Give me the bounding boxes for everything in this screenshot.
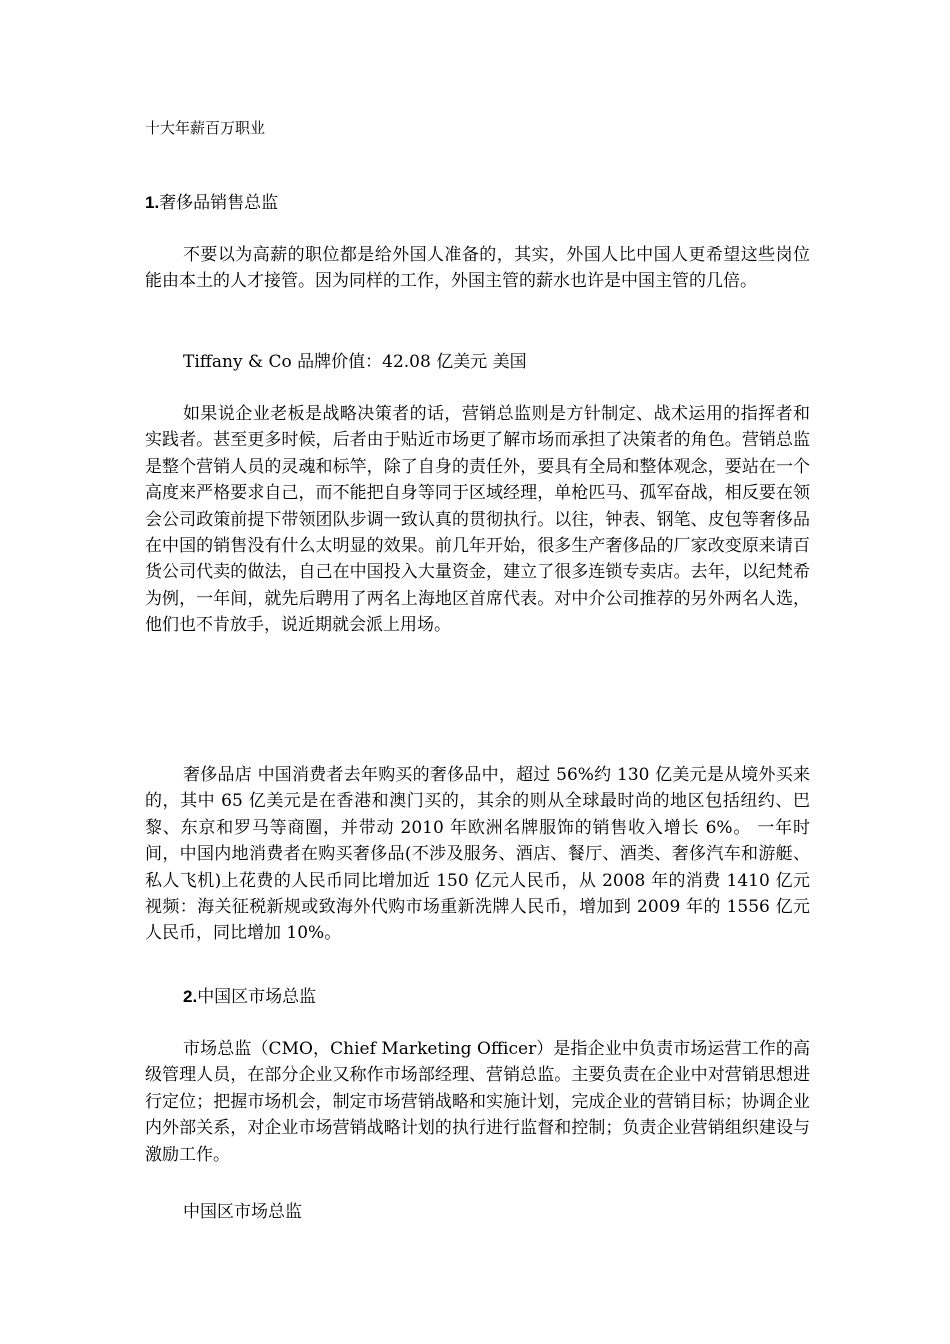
section-1-heading xyxy=(145,192,278,214)
section-1-number: 1. xyxy=(145,193,160,212)
section-1-paragraph-role: 如果说企业老板是战略决策者的话，营销总监则是方针制定、战术运用的指挥者和实践者。甚至更多时候，后者由于贴近市场更了解市场而承担了决策者的角色。营销总监是整个营销人员的灵魂和标竿，除了自身的责任外，要具有全局和整体观念，要站在一个高度来严格要求自己，而不能把自身等同于区域经理，单枪匹马、孤军奋战，相反要在领会公司政策前提下带领团队步调一致认真的贯彻执行。以往，钟表、钢笔、皮包等奢侈品在中国的销售没有什么太明显的效果。前几年开始，很多生产奢侈品的厂家改变原来请百货公司代卖的做法，自己在中国投入大量资金，建立了很多连锁专卖店。去年，以纪梵希为例，一年间，就先后聘用了两名上海地区首席代表。对中介公司推荐的另外两名人选，他们也不肯放手，说近期就会派上用场。 xyxy=(145,404,810,636)
section-1-paragraph-intro: 不要以为高薪的职位都是给外国人准备的，其实，外国人比中国人更希望这些岗位能由本土的人才接管。因为同样的工作，外国主管的薪水也许是中国主管的几倍。 xyxy=(145,245,810,292)
section-2-caption: 中国区市场总监 xyxy=(183,1202,302,1222)
document-title: 十大年薪百万职业 xyxy=(145,119,266,137)
section-1-brand-line: Tiffany & Co 品牌价值：42.08 亿美元 美国 xyxy=(183,352,527,372)
section-1-paragraph-market: 奢侈品店 中国消费者去年购买的奢侈品中，超过 56%约 130 亿美元是从境外买来的，其中 65 亿美元是在香港和澳门买的，其余的则从全球最时尚的地区包括纽约、巴黎、东京和罗马等商圈，并带动 2010 年欧洲名牌服饰的销售收入增长 6%。 一年时间，中国内地消费者在购买奢侈品(不涉及服务、酒店、餐厅、酒类、奢侈汽车和游艇、私人飞机)上花费的人民币同比增加近 150 亿元人民币，从 2008 年的消费 1410 亿元 视频：海关征税新规或致海外代购市场重新洗牌人民币，增加到 2009 年的 1556 亿元人民币，同比增加 10%。 xyxy=(145,765,810,944)
section-2-heading xyxy=(183,986,316,1008)
section-2-title: 中国区市场总监 xyxy=(197,987,317,1007)
section-2-number: 2. xyxy=(183,987,198,1006)
section-1-title: 奢侈品销售总监 xyxy=(159,193,279,213)
section-2-paragraph-cmo: 市场总监（CMO，Chief Marketing Officer）是指企业中负责市场运营工作的高级管理人员，在部分企业又称作市场部经理、营销总监。主要负责在企业中对营销思想进行定位；把握市场机会，制定市场营销战略和实施计划，完成企业的营销目标；协调企业内外部关系，对企业市场营销战略计划的执行进行监督和控制；负责企业营销组织建设与激励工作。 xyxy=(145,1039,810,1165)
